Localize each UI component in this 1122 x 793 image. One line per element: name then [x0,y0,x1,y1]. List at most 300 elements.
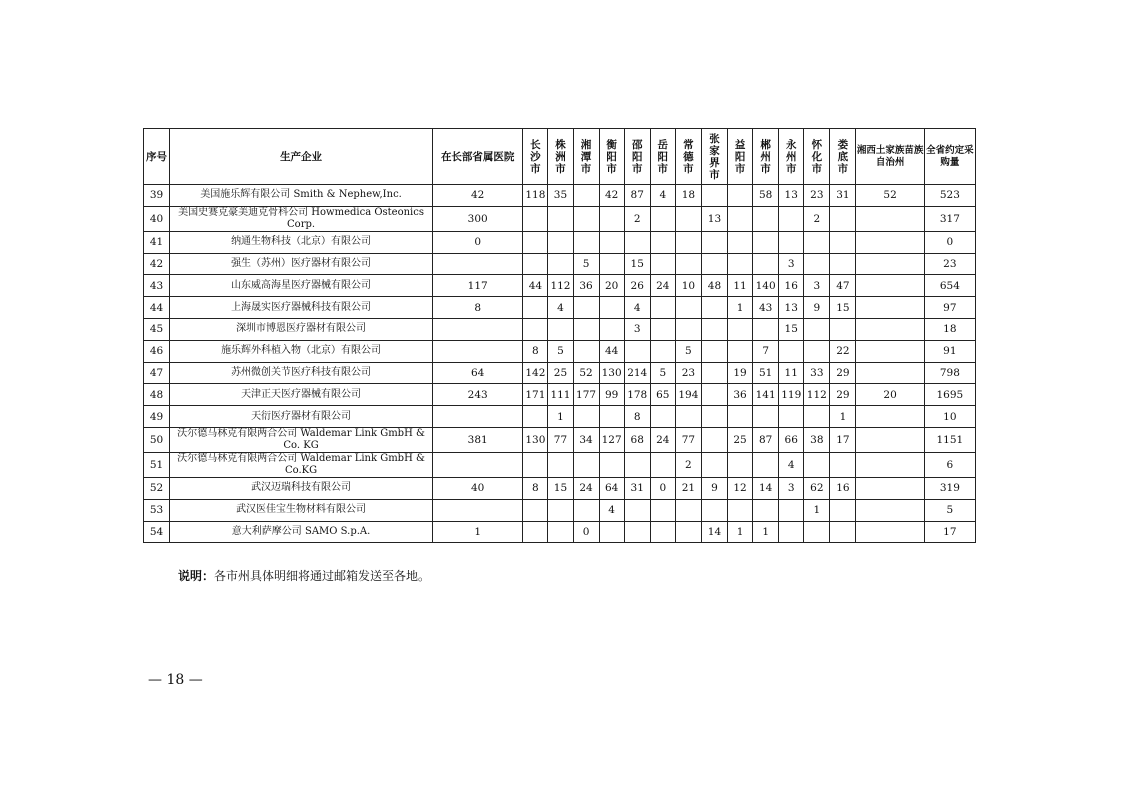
cell-city-value [779,521,804,543]
cell-total: 17 [924,521,975,543]
header-city: 怀化市 [804,129,830,185]
cell-city-value: 48 [701,275,727,297]
cell-city-value [701,384,727,406]
header-city: 岳阳市 [650,129,675,185]
cell-city-value [675,521,701,543]
cell-city-value [599,297,624,319]
cell-city-value [728,253,753,275]
cell-city-value [830,318,856,340]
cell-city-value: 26 [624,275,650,297]
cell-xiangxi [856,297,924,319]
cell-city-value: 178 [624,384,650,406]
cell-city-value [523,406,548,428]
footnote-label: 说明： [178,569,215,583]
cell-city-value: 16 [830,477,856,499]
cell-city-value: 23 [675,362,701,384]
cell-provincial: 381 [433,427,523,452]
cell-city-value [779,406,804,428]
cell-city-value [728,206,753,231]
cell-city-value: 38 [804,427,830,452]
cell-city-value: 13 [779,297,804,319]
cell-city-value [753,499,779,521]
cell-city-value: 12 [728,477,753,499]
cell-city-value [650,318,675,340]
header-city: 邵阳市 [624,129,650,185]
cell-city-value: 111 [548,384,573,406]
cell-city-value: 2 [675,452,701,477]
cell-city-value: 29 [830,384,856,406]
cell-city-value: 15 [779,318,804,340]
cell-city-value: 8 [624,406,650,428]
cell-city-value [753,231,779,253]
cell-city-value [573,231,599,253]
table-row [144,275,976,297]
cell-company: 武汉迈瑞科技有限公司 [170,477,433,499]
cell-provincial: 243 [433,384,523,406]
table-row [144,384,976,406]
cell-provincial: 0 [433,231,523,253]
table-row [144,297,976,319]
cell-city-value: 22 [830,340,856,362]
cell-total: 523 [924,185,975,207]
cell-company: 武汉医佳宝生物材料有限公司 [170,499,433,521]
cell-city-value: 36 [573,275,599,297]
cell-city-value: 21 [675,477,701,499]
cell-city-value: 47 [830,275,856,297]
cell-city-value: 177 [573,384,599,406]
cell-seq: 54 [144,521,170,543]
cell-city-value [573,185,599,207]
cell-city-value [624,499,650,521]
cell-city-value: 77 [548,427,573,452]
cell-city-value [599,231,624,253]
cell-city-value: 64 [599,477,624,499]
cell-xiangxi [856,521,924,543]
table-row [144,318,976,340]
cell-city-value [830,521,856,543]
cell-city-value [804,521,830,543]
cell-city-value [830,231,856,253]
cell-company: 美国施乐辉有限公司 Smith & Nephew,Inc. [170,185,433,207]
cell-seq: 51 [144,452,170,477]
cell-city-value [830,452,856,477]
cell-city-value [573,297,599,319]
cell-city-value [650,297,675,319]
cell-city-value: 13 [779,185,804,207]
cell-xiangxi [856,499,924,521]
cell-provincial: 300 [433,206,523,231]
cell-city-value: 51 [753,362,779,384]
cell-seq: 45 [144,318,170,340]
header-city: 永州市 [779,129,804,185]
cell-city-value [650,406,675,428]
cell-city-value: 87 [753,427,779,452]
cell-city-value: 35 [548,185,573,207]
cell-city-value [548,499,573,521]
cell-city-value [830,253,856,275]
cell-xiangxi: 52 [856,185,924,207]
cell-city-value [728,340,753,362]
table-row [144,253,976,275]
cell-provincial: 8 [433,297,523,319]
cell-city-value [753,452,779,477]
cell-city-value [624,521,650,543]
cell-city-value [701,231,727,253]
cell-city-value [701,318,727,340]
cell-city-value [599,521,624,543]
header-city: 常德市 [675,129,701,185]
cell-city-value [830,499,856,521]
cell-city-value [701,499,727,521]
cell-city-value: 44 [599,340,624,362]
cell-city-value [599,452,624,477]
cell-city-value [650,499,675,521]
cell-city-value: 4 [650,185,675,207]
cell-company: 天衍医疗器材有限公司 [170,406,433,428]
table-row [144,185,976,207]
cell-city-value: 8 [523,340,548,362]
cell-city-value [804,406,830,428]
header-company: 生产企业 [170,129,433,185]
table-body [144,185,976,543]
cell-city-value: 112 [548,275,573,297]
header-row [144,129,976,185]
cell-city-value: 3 [804,275,830,297]
page-number: — 18 — [148,672,203,688]
header-xiangxi: 湘西土家族苗族自治州 [856,129,924,185]
cell-city-value [701,297,727,319]
cell-city-value [701,452,727,477]
cell-seq: 52 [144,477,170,499]
footnote [178,567,430,584]
cell-seq: 41 [144,231,170,253]
header-provincial-hospitals: 在长部省属医院 [433,129,523,185]
cell-city-value [573,452,599,477]
cell-company: 施乐辉外科植入物（北京）有限公司 [170,340,433,362]
cell-provincial: 1 [433,521,523,543]
cell-city-value [701,406,727,428]
cell-company: 沃尔德马林克有限两合公司 Waldemar Link GmbH & Co.KG [170,452,433,477]
cell-city-value [523,206,548,231]
cell-city-value [523,452,548,477]
cell-city-value [728,452,753,477]
cell-city-value [548,452,573,477]
cell-city-value: 1 [548,406,573,428]
cell-city-value: 24 [573,477,599,499]
cell-city-value: 171 [523,384,548,406]
cell-city-value [728,406,753,428]
cell-city-value: 15 [548,477,573,499]
cell-city-value: 2 [624,206,650,231]
cell-city-value: 31 [624,477,650,499]
cell-city-value [779,206,804,231]
cell-city-value [728,231,753,253]
header-city: 娄底市 [830,129,856,185]
cell-xiangxi: 20 [856,384,924,406]
cell-city-value: 99 [599,384,624,406]
cell-city-value: 5 [548,340,573,362]
cell-city-value [675,206,701,231]
cell-city-value: 17 [830,427,856,452]
cell-city-value: 34 [573,427,599,452]
cell-total: 319 [924,477,975,499]
cell-company: 沃尔德马林克有限两合公司 Waldemar Link GmbH & Co. KG [170,427,433,452]
table-row [144,452,976,477]
table-row [144,477,976,499]
cell-total: 5 [924,499,975,521]
cell-provincial [433,318,523,340]
cell-city-value: 87 [624,185,650,207]
cell-city-value [779,499,804,521]
cell-city-value [650,253,675,275]
cell-city-value [675,406,701,428]
cell-city-value: 1 [830,406,856,428]
cell-company: 纳通生物科技（北京）有限公司 [170,231,433,253]
cell-city-value [728,318,753,340]
cell-city-value: 24 [650,275,675,297]
cell-city-value [523,253,548,275]
cell-city-value [675,499,701,521]
cell-city-value [830,206,856,231]
cell-provincial [433,406,523,428]
cell-city-value: 4 [548,297,573,319]
cell-city-value: 68 [624,427,650,452]
cell-city-value [650,521,675,543]
cell-city-value [573,406,599,428]
cell-company: 天津正天医疗器械有限公司 [170,384,433,406]
cell-xiangxi [856,452,924,477]
cell-provincial [433,499,523,521]
cell-city-value [701,362,727,384]
cell-xiangxi [856,206,924,231]
cell-city-value [523,521,548,543]
header-seq: 序号 [144,129,170,185]
cell-city-value: 5 [675,340,701,362]
cell-provincial: 40 [433,477,523,499]
cell-city-value [624,452,650,477]
cell-total: 97 [924,297,975,319]
cell-city-value: 130 [523,427,548,452]
cell-city-value: 3 [624,318,650,340]
cell-city-value [523,318,548,340]
cell-city-value: 127 [599,427,624,452]
cell-city-value [523,297,548,319]
cell-city-value [573,340,599,362]
table-row [144,362,976,384]
cell-provincial: 42 [433,185,523,207]
cell-city-value: 2 [804,206,830,231]
cell-provincial [433,253,523,275]
cell-city-value [753,253,779,275]
cell-city-value: 36 [728,384,753,406]
table-row [144,406,976,428]
cell-city-value: 66 [779,427,804,452]
cell-xiangxi [856,406,924,428]
cell-city-value: 1 [728,297,753,319]
cell-city-value: 14 [701,521,727,543]
cell-provincial: 117 [433,275,523,297]
cell-city-value: 141 [753,384,779,406]
cell-provincial: 64 [433,362,523,384]
cell-xiangxi [856,231,924,253]
header-total: 全省约定采购量 [924,129,975,185]
table-row [144,499,976,521]
cell-city-value: 9 [701,477,727,499]
cell-xiangxi [856,340,924,362]
cell-city-value: 130 [599,362,624,384]
cell-total: 23 [924,253,975,275]
footnote-text: 各市州具体明细将通过邮箱发送至各地。 [214,569,431,583]
header-city: 张家界市 [701,129,727,185]
cell-city-value [728,499,753,521]
cell-city-value [701,427,727,452]
cell-city-value [548,318,573,340]
cell-city-value: 119 [779,384,804,406]
header-city: 益阳市 [728,129,753,185]
cell-city-value [624,340,650,362]
cell-city-value: 44 [523,275,548,297]
cell-seq: 40 [144,206,170,231]
cell-city-value [650,231,675,253]
cell-city-value: 0 [573,521,599,543]
cell-total: 10 [924,406,975,428]
cell-company: 意大利萨摩公司 SAMO S.p.A. [170,521,433,543]
cell-city-value: 7 [753,340,779,362]
cell-xiangxi [856,477,924,499]
cell-xiangxi [856,253,924,275]
cell-city-value: 142 [523,362,548,384]
cell-city-value: 10 [675,275,701,297]
procurement-table [143,128,976,543]
cell-city-value: 16 [779,275,804,297]
cell-total: 18 [924,318,975,340]
cell-seq: 53 [144,499,170,521]
cell-city-value: 20 [599,275,624,297]
cell-city-value [675,253,701,275]
cell-city-value: 9 [804,297,830,319]
cell-city-value [573,206,599,231]
cell-city-value: 3 [779,253,804,275]
cell-city-value [675,231,701,253]
cell-city-value: 14 [753,477,779,499]
cell-city-value [804,253,830,275]
cell-xiangxi [856,275,924,297]
cell-city-value [728,185,753,207]
cell-city-value [675,297,701,319]
cell-city-value: 5 [650,362,675,384]
cell-city-value: 24 [650,427,675,452]
cell-city-value [599,406,624,428]
cell-seq: 47 [144,362,170,384]
cell-total: 798 [924,362,975,384]
cell-city-value: 1 [753,521,779,543]
cell-city-value [624,231,650,253]
cell-city-value [573,499,599,521]
cell-city-value: 214 [624,362,650,384]
cell-total: 317 [924,206,975,231]
cell-city-value [753,206,779,231]
cell-city-value [523,499,548,521]
cell-seq: 42 [144,253,170,275]
header-city: 衡阳市 [599,129,624,185]
cell-city-value: 4 [599,499,624,521]
table-row [144,340,976,362]
header-city: 郴州市 [753,129,779,185]
cell-total: 6 [924,452,975,477]
cell-total: 1695 [924,384,975,406]
cell-city-value: 18 [675,185,701,207]
cell-city-value: 15 [830,297,856,319]
cell-city-value: 33 [804,362,830,384]
cell-city-value [650,340,675,362]
cell-city-value: 31 [830,185,856,207]
cell-city-value: 58 [753,185,779,207]
cell-city-value: 5 [573,253,599,275]
cell-seq: 39 [144,185,170,207]
cell-city-value [804,231,830,253]
cell-city-value: 62 [804,477,830,499]
cell-provincial [433,340,523,362]
cell-city-value [779,340,804,362]
table-row [144,521,976,543]
cell-city-value: 4 [779,452,804,477]
cell-city-value [701,185,727,207]
cell-city-value: 4 [624,297,650,319]
cell-city-value: 25 [728,427,753,452]
cell-city-value: 52 [573,362,599,384]
cell-total: 1151 [924,427,975,452]
cell-city-value: 112 [804,384,830,406]
cell-city-value [779,231,804,253]
cell-xiangxi [856,318,924,340]
cell-city-value [650,206,675,231]
cell-city-value: 118 [523,185,548,207]
cell-company: 强生（苏州）医疗器材有限公司 [170,253,433,275]
cell-city-value: 8 [523,477,548,499]
table-row [144,427,976,452]
cell-company: 深圳市博恩医疗器材有限公司 [170,318,433,340]
cell-city-value: 25 [548,362,573,384]
cell-city-value [548,521,573,543]
cell-seq: 44 [144,297,170,319]
cell-seq: 49 [144,406,170,428]
cell-city-value [753,318,779,340]
cell-city-value [804,452,830,477]
cell-city-value [701,340,727,362]
header-city: 株洲市 [548,129,573,185]
cell-seq: 50 [144,427,170,452]
cell-city-value: 29 [830,362,856,384]
cell-city-value [804,318,830,340]
cell-city-value [548,206,573,231]
cell-city-value: 13 [701,206,727,231]
cell-total: 654 [924,275,975,297]
cell-city-value [599,206,624,231]
cell-city-value [548,231,573,253]
cell-city-value [523,231,548,253]
cell-seq: 46 [144,340,170,362]
cell-city-value: 11 [779,362,804,384]
cell-city-value: 15 [624,253,650,275]
table-row [144,231,976,253]
cell-city-value: 1 [728,521,753,543]
cell-xiangxi [856,362,924,384]
cell-city-value: 77 [675,427,701,452]
cell-city-value [701,253,727,275]
cell-city-value: 43 [753,297,779,319]
cell-seq: 48 [144,384,170,406]
cell-city-value [573,318,599,340]
